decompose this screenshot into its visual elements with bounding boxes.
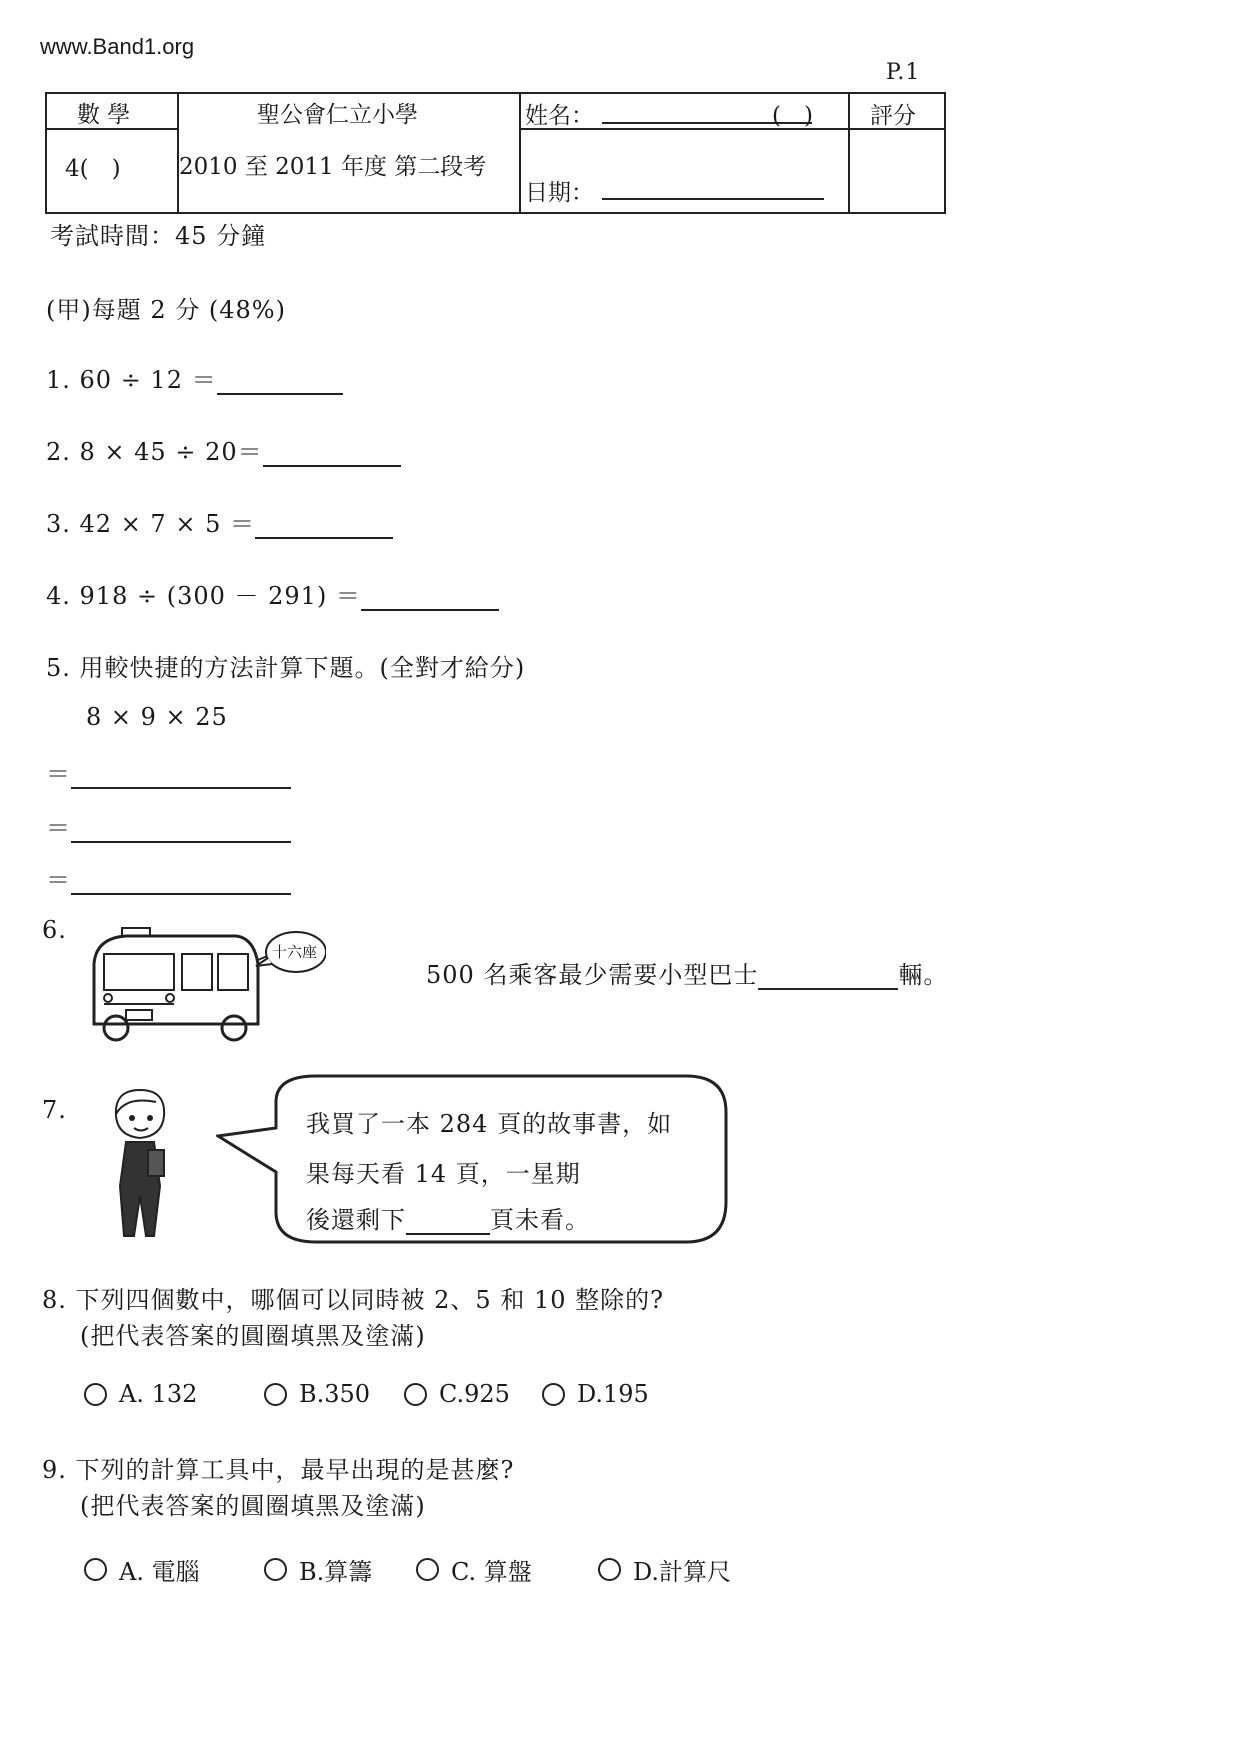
question-8-instruction: (把代表答案的圓圈填黑及塗滿) <box>80 1322 426 1350</box>
option-label: B.350 <box>299 1380 371 1408</box>
date-label: 日期： <box>525 180 594 206</box>
score-label: 評分 <box>870 103 916 129</box>
q9-option-d[interactable] <box>598 1552 731 1587</box>
q9-option-c[interactable] <box>416 1552 532 1587</box>
answer-4-field[interactable] <box>361 583 499 611</box>
radio-circle-icon[interactable] <box>264 1558 287 1581</box>
answer-1-field[interactable] <box>217 367 343 395</box>
answer-2-field[interactable] <box>263 439 401 467</box>
equals-sign: ＝ <box>46 866 71 894</box>
radio-circle-icon[interactable] <box>404 1383 427 1406</box>
bus-speech-label: 十六座 <box>272 943 318 961</box>
question-5-step-1 <box>46 754 291 789</box>
speech-line-1: 我買了一本 284 頁的故事書，如 <box>306 1110 673 1138</box>
q9-option-b[interactable] <box>264 1552 372 1587</box>
name-label: 姓名： <box>525 103 594 129</box>
section-a-heading: (甲)每題 2 分 (48%) <box>46 296 286 324</box>
answer-3-field[interactable] <box>255 511 393 539</box>
question-5-step-2 <box>46 808 291 843</box>
speech-line-3 <box>306 1200 590 1235</box>
question-7-number: 7. <box>42 1096 67 1124</box>
question-2-text: 2. 8 × 45 ÷ 20＝ <box>46 438 263 466</box>
question-6-unit: 輛。 <box>898 961 949 989</box>
speech-line-2: 果每天看 14 頁，一星期 <box>306 1160 581 1188</box>
subject-label: 數 學 <box>77 102 131 128</box>
score-box[interactable] <box>850 130 946 214</box>
q5-step-2-field[interactable] <box>71 815 291 843</box>
website-url: www.Band1.org <box>40 34 195 59</box>
exam-title: 2010 至 2011 年度 第二段考 <box>179 154 487 180</box>
header-table <box>45 92 946 214</box>
answer-6-field[interactable] <box>758 962 898 990</box>
question-1-text: 1. 60 ÷ 12 ＝ <box>46 366 217 394</box>
speech-line-3-end: 頁未看。 <box>490 1206 590 1234</box>
option-label: C. 算盤 <box>451 1558 532 1586</box>
girl-illustration <box>96 1086 186 1246</box>
date-field[interactable] <box>602 172 824 200</box>
option-label: D.計算尺 <box>633 1558 732 1586</box>
name-paren: ( ) <box>772 103 813 129</box>
q8-option-a[interactable] <box>84 1380 197 1408</box>
option-label: A. 電腦 <box>119 1558 200 1586</box>
radio-circle-icon[interactable] <box>84 1383 107 1406</box>
q8-option-c[interactable] <box>404 1380 510 1408</box>
question-8-text: 8. 下列四個數中，哪個可以同時被 2、5 和 10 整除的? <box>42 1286 664 1314</box>
school-name: 聖公會仁立小學 <box>257 102 418 128</box>
option-label: D.195 <box>577 1380 649 1408</box>
question-1 <box>46 360 343 395</box>
exam-time: 考試時間：45 分鐘 <box>50 222 267 250</box>
question-3 <box>46 504 393 539</box>
option-label: B.算籌 <box>299 1558 373 1586</box>
q5-step-1-field[interactable] <box>71 761 291 789</box>
speech-line-3-start: 後還剩下 <box>306 1206 406 1234</box>
question-4-text: 4. 918 ÷ (300 － 291) ＝ <box>46 582 361 610</box>
radio-circle-icon[interactable] <box>542 1383 565 1406</box>
equals-sign: ＝ <box>46 760 71 788</box>
q8-option-d[interactable] <box>542 1380 649 1408</box>
question-3-text: 3. 42 × 7 × 5 ＝ <box>46 510 255 538</box>
question-5-expression: 8 × 9 × 25 <box>86 703 228 731</box>
radio-circle-icon[interactable] <box>598 1558 621 1581</box>
question-5-step-3 <box>46 860 291 895</box>
q8-option-b[interactable] <box>264 1380 370 1408</box>
question-9-text: 9. 下列的計算工具中，最早出現的是甚麼? <box>42 1456 515 1484</box>
question-6-number: 6. <box>42 916 67 944</box>
option-label: C.925 <box>439 1380 510 1408</box>
class-field: 4( ) <box>65 156 121 182</box>
radio-circle-icon[interactable] <box>264 1383 287 1406</box>
question-6-text <box>426 955 948 990</box>
radio-circle-icon[interactable] <box>84 1558 107 1581</box>
question-5-label: 5. 用較快捷的方法計算下題。(全對才給分) <box>46 654 526 682</box>
question-4 <box>46 576 499 611</box>
q5-step-3-field[interactable] <box>71 867 291 895</box>
radio-circle-icon[interactable] <box>416 1558 439 1581</box>
question-9-instruction: (把代表答案的圓圈填黑及塗滿) <box>80 1492 426 1520</box>
question-6-prompt: 500 名乘客最少需要小型巴士 <box>426 961 759 989</box>
question-2 <box>46 432 401 467</box>
answer-7-field[interactable] <box>406 1207 490 1235</box>
q9-option-a[interactable] <box>84 1552 200 1587</box>
page-number: P.1 <box>886 60 921 85</box>
option-label: A. 132 <box>119 1380 198 1408</box>
equals-sign: ＝ <box>46 814 71 842</box>
